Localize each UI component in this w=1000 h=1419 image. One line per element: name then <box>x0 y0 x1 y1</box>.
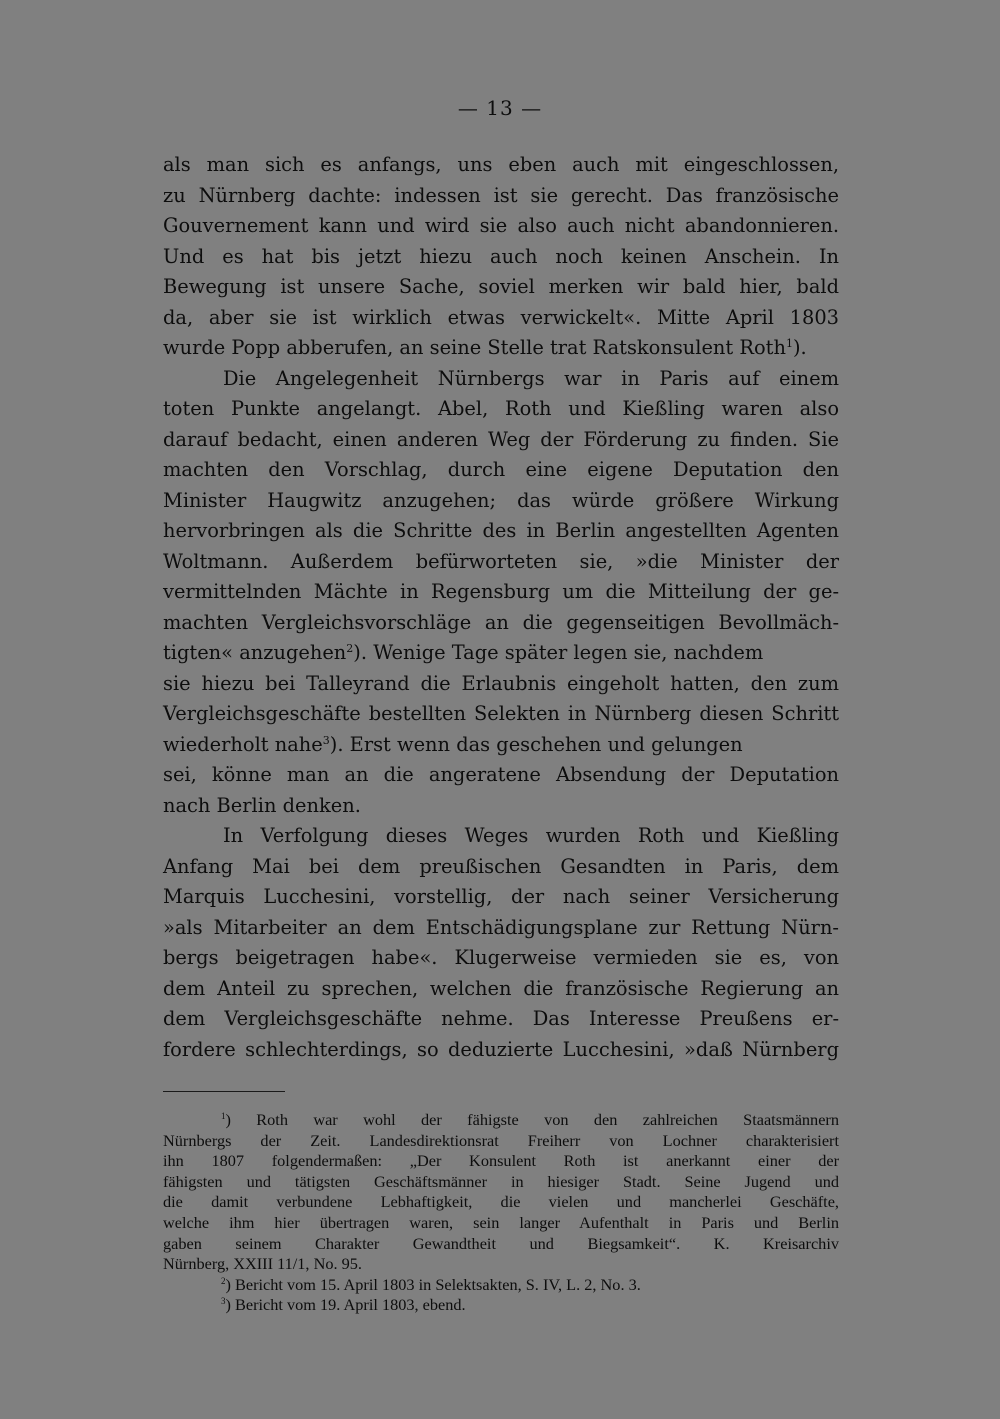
text-line: Marquis Lucchesini, vorstellig, der nach seiner Versicherung <box>163 885 839 908</box>
text-segment: ) Roth war wohl der fähigste von den zahlreichen Staatsmännern <box>225 1110 839 1129</box>
text-segment: ) Bericht vom 19. April 1803, ebend. <box>225 1295 466 1315</box>
footnote-line <box>163 1110 839 1131</box>
text-line: Minister Haugwitz anzugehen; das würde größere Wirkung <box>163 488 839 512</box>
text-segment: ) Bericht vom 15. April 1803 in Selektsakten, S. IV, L. 2, No. 3. <box>225 1274 641 1294</box>
footnote-line <box>163 1295 839 1316</box>
footnote-line: Nürnbergs der Zeit. Landesdirektionsrat Freiherr von Lochner charakterisiert <box>163 1130 839 1150</box>
text-line: Bewegung ist unsere Sache, soviel merken wir bald hier, bald <box>163 275 839 298</box>
footnote-number: 3 <box>221 1296 226 1307</box>
text-line: als man sich es anfangs, uns eben auch mit eingeschlossen, <box>163 153 839 176</box>
text-line: fordere schlechterdings, so deduzierte Lucchesini, »daß Nürnberg <box>163 1037 839 1061</box>
footnote-marker: 1 <box>785 337 793 350</box>
text-line: In Verfolgung dieses Weges wurden Roth und Kießling <box>223 824 839 847</box>
text-line: machten den Vorschlag, durch eine eigene Deputation den <box>163 458 839 481</box>
text-line <box>163 333 839 364</box>
footnote-line: gaben seinem Charakter Gewandtheit und Biegsamkeit“. K. Kreisarchiv <box>163 1233 839 1253</box>
footnote-separator <box>163 1091 285 1092</box>
text-segment: ). Erst wenn das geschehen und gelungen <box>329 732 743 756</box>
text-line: dem Vergleichsgeschäfte nehme. Das Interesse Preußens er- <box>163 1007 839 1030</box>
text-line: nach Berlin denken. <box>163 793 361 817</box>
text-line: Woltmann. Außerdem befürworteten sie, »die Minister der <box>163 549 839 573</box>
text-line: Vergleichsgeschäfte bestellten Selekten in Nürnberg diesen Schritt <box>163 702 839 725</box>
footnote-line <box>163 1275 839 1296</box>
footnote-marker: 3 <box>322 733 330 747</box>
text-line: machten Vergleichsvorschläge an die gegenseitigen Bevollmäch- <box>163 610 839 634</box>
text-line: hervorbringen als die Schritte des in Berlin angestellten Agenten <box>163 519 839 542</box>
text-line: toten Punkte angelangt. Abel, Roth und Kießling waren also <box>163 397 839 420</box>
text-line: sei, könne man an die angeratene Absendung der Deputation <box>163 763 839 786</box>
footnote-line: die damit verbundene Lebhaftigkeit, die vielen und mancherlei Geschäfte, <box>163 1192 839 1212</box>
page-number: — 13 — <box>457 96 543 120</box>
footnote-line: welche ihm hier übertragen waren, sein langer Aufenthalt in Paris und Berlin <box>163 1212 839 1232</box>
text-line: Die Angelegenheit Nürnbergs war in Paris auf einem <box>223 366 839 390</box>
text-line: dem Anteil zu sprechen, welchen die französische Regierung an <box>163 976 839 1000</box>
text-line: da, aber sie ist wirklich etwas verwickelt«. Mitte April 1803 <box>163 305 839 329</box>
text-line: »als Mitarbeiter an dem Entschädigungsplane zur Rettung Nürn- <box>163 915 839 939</box>
footnote-marker: 2 <box>346 642 354 655</box>
text-line: Gouvernement kann und wird sie also auch nicht abandonnieren. <box>163 214 839 237</box>
footnote-number: 2 <box>221 1275 226 1286</box>
footnote-number: 1 <box>221 1111 226 1121</box>
text-line <box>163 638 839 669</box>
text-segment: ). Wenige Tage später legen sie, nachdem <box>353 641 764 664</box>
text-segment: wurde Popp abberufen, an seine Stelle trat Ratskonsulent Roth <box>163 336 786 359</box>
text-segment: wiederholt nahe <box>163 732 323 756</box>
text-line: zu Nürnberg dachte: indessen ist sie gerecht. Das französische <box>163 183 839 207</box>
text-line: Anfang Mai bei dem preußischen Gesandten in Paris, dem <box>163 854 839 878</box>
text-line: Und es hat bis jetzt hiezu auch noch keinen Anschein. In <box>163 244 839 268</box>
text-line: sie hiezu bei Talleyrand die Erlaubnis eingeholt hatten, den zum <box>163 671 839 695</box>
text-segment: tigten« anzugehen <box>163 641 347 664</box>
text-line: darauf bedacht, einen anderen Weg der Förderung zu finden. Sie <box>163 427 839 451</box>
footnotes <box>163 1110 839 1316</box>
footnote-line: fähigsten und tätigsten Geschäftsmänner in hiesiger Stadt. Seine Jugend und <box>163 1171 839 1191</box>
footnote-line: ihn 1807 folgendermaßen: „Der Konsulent Roth ist anerkannt einer der <box>163 1151 839 1171</box>
text-line <box>163 730 839 761</box>
text-line: bergs beigetragen habe«. Klugerweise vermieden sie es, von <box>163 946 839 969</box>
footnote-line: Nürnberg, XXIII 11/1, No. 95. <box>163 1254 362 1274</box>
body-text <box>163 150 839 1065</box>
text-line: vermittelnden Mächte in Regensburg um die Mitteilung der ge- <box>163 580 839 603</box>
text-segment: ). <box>792 336 807 359</box>
